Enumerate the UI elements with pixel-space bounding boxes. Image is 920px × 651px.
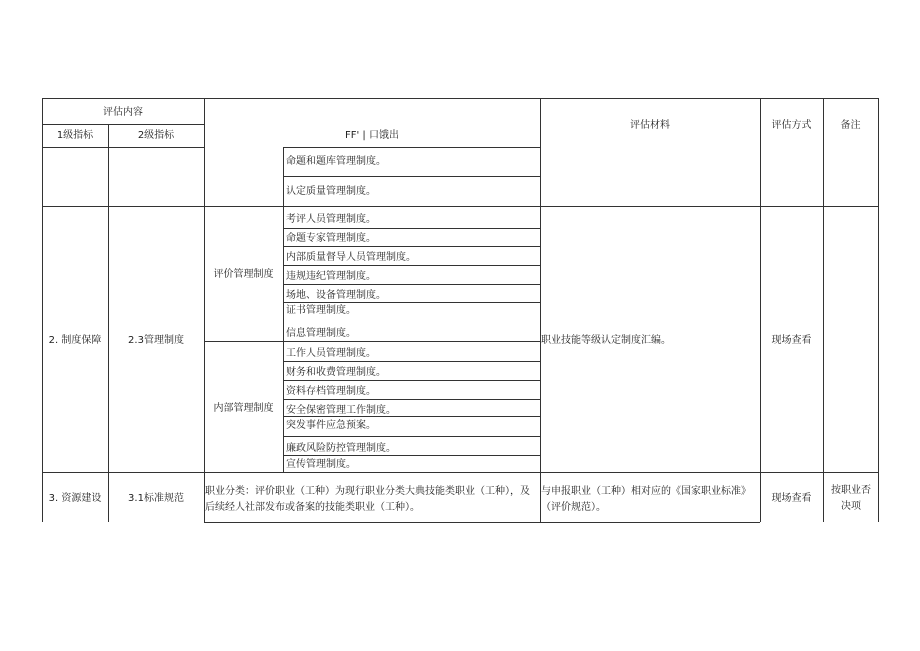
section3-method: 现场查看 <box>771 493 812 504</box>
header-divider <box>42 124 204 125</box>
column-divider <box>204 98 205 522</box>
header-level2: 2级指标 <box>137 130 175 141</box>
item-divider <box>283 361 540 362</box>
table-top-border <box>42 98 879 99</box>
list-item: 资料存档管理制度。 <box>286 386 376 397</box>
list-item: 突发事件应急预案。 <box>286 420 376 431</box>
item-divider <box>283 302 540 303</box>
header-eval-content: 评估内容 <box>103 107 143 118</box>
header-materials: 评估材料 <box>630 120 670 131</box>
list-item: 财务和收费管理制度。 <box>286 367 386 378</box>
section2-materials: 职业技能等级认定制度汇编。 <box>541 335 671 346</box>
column-divider <box>823 98 824 522</box>
item-divider <box>283 455 540 456</box>
column-divider <box>760 98 761 522</box>
table-right-border <box>878 98 879 522</box>
group-label-evaluation: 评价管理制度 <box>213 269 274 280</box>
column-divider <box>283 147 284 207</box>
list-item: 命题和题库管理制度。 <box>286 156 386 167</box>
section2-level2: 2.3管理制度 <box>128 335 184 346</box>
list-item: 安全保密管理工作制度。 <box>286 405 396 416</box>
criteria-box-bottom <box>204 522 540 523</box>
list-item: 证书管理制度。 <box>286 305 356 316</box>
group-divider <box>204 341 540 342</box>
section3-criteria: 职业分类：评价职业（工种）为现行职业分类大典技能类职业（工种），及后续经人社部发布或备案的技能类职业（工种）。 <box>205 486 530 513</box>
section2-level1: 2. 制度保障 <box>48 335 102 346</box>
item-divider <box>283 284 540 285</box>
row-divider <box>42 472 879 473</box>
item-divider <box>283 228 540 229</box>
section3-materials: 与申报职业（工种）相对应的《国家职业标准》（评价规范）。 <box>541 486 751 513</box>
group-label-internal: 内部管理制度 <box>213 403 274 414</box>
list-item: 信息管理制度。 <box>286 328 356 339</box>
column-divider <box>540 98 541 522</box>
column-divider <box>283 206 284 472</box>
item-divider <box>283 436 540 437</box>
section3-level1: 3. 资源建设 <box>48 493 102 504</box>
header-divider <box>42 147 204 148</box>
section3-level2: 3.1标准规范 <box>128 493 184 504</box>
list-item: 内部质量督导人员管理制度。 <box>286 252 416 263</box>
table-left-border <box>42 98 43 522</box>
list-item: 命题专家管理制度。 <box>286 233 376 244</box>
item-divider <box>283 147 540 148</box>
item-divider <box>283 399 540 400</box>
header-criteria: FF' | 口饿出 <box>345 130 399 141</box>
list-item: 宣传管理制度。 <box>286 459 356 470</box>
header-method: 评估方式 <box>771 120 812 131</box>
item-divider <box>283 176 540 177</box>
list-item: 违规违纪管理制度。 <box>286 271 376 282</box>
list-item: 廉政风险防控管理制度。 <box>286 443 396 454</box>
item-divider <box>283 246 540 247</box>
list-item: 认定质量管理制度。 <box>286 186 376 197</box>
column-divider <box>108 124 109 522</box>
item-divider <box>283 265 540 266</box>
list-item: 场地、设备管理制度。 <box>286 290 386 301</box>
header-level1: 1级指标 <box>56 130 94 141</box>
list-item: 工作人员管理制度。 <box>286 348 376 359</box>
section3-notes: 按职业否决项 <box>831 485 871 512</box>
row-divider <box>42 206 879 207</box>
list-item: 考评人员管理制度。 <box>286 214 376 225</box>
header-notes: 备注 <box>840 120 861 131</box>
item-divider <box>283 380 540 381</box>
materials-box-bottom <box>540 522 760 523</box>
section2-method: 现场查看 <box>771 335 812 346</box>
